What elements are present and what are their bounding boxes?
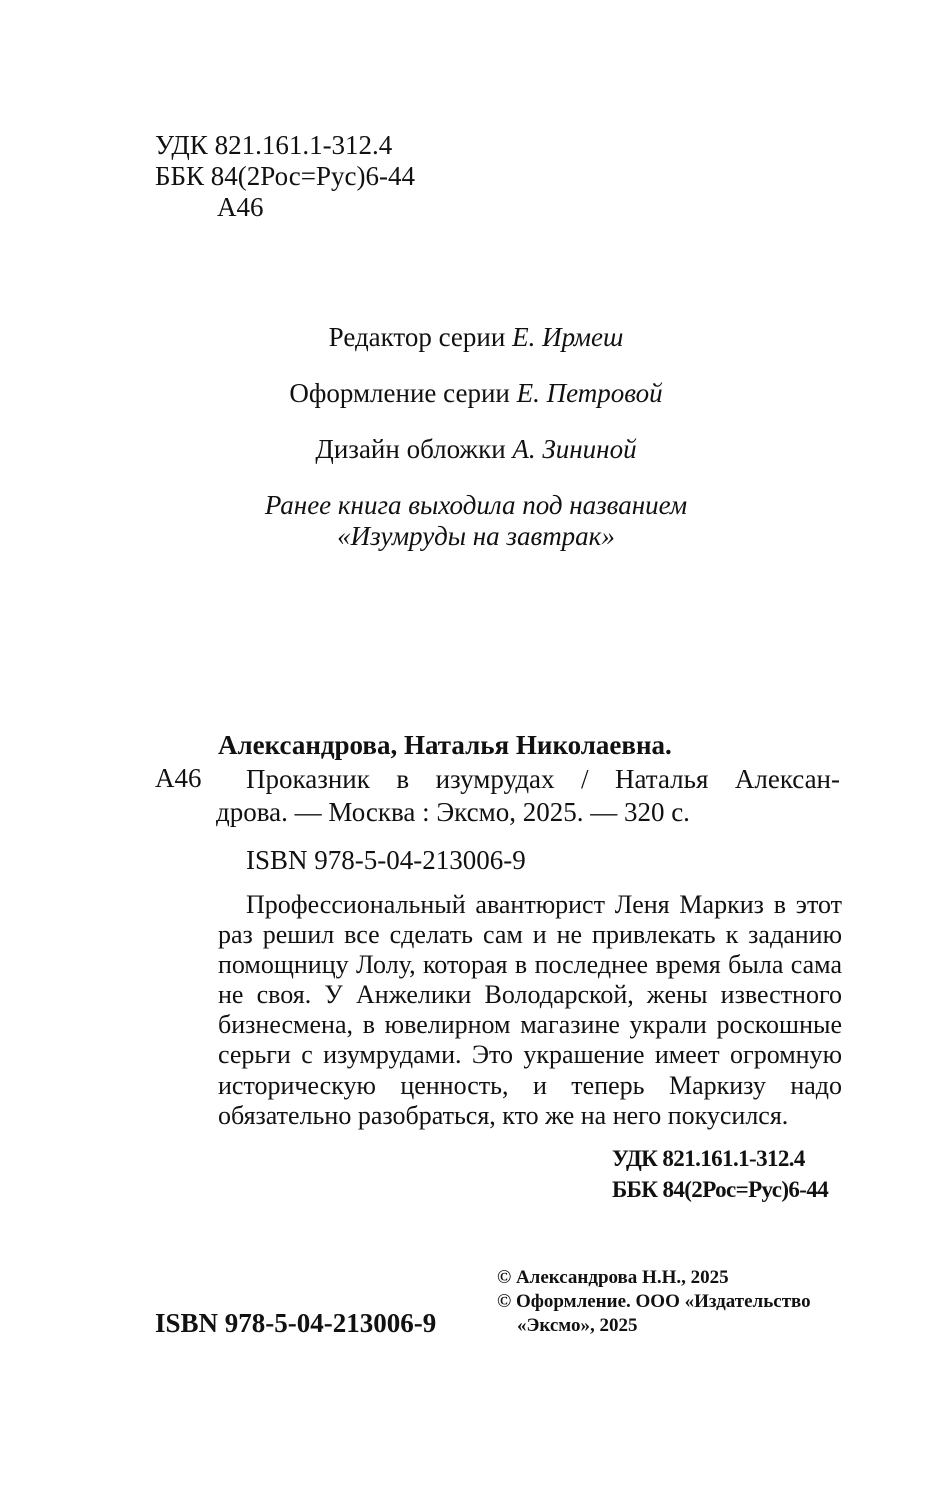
previous-title-line2: «Изумруды на завтрак» xyxy=(337,521,615,551)
series-editor-label: Редактор серии xyxy=(328,322,506,352)
copyright-author: © Александрова Н.Н., 2025 xyxy=(497,1267,729,1288)
author-heading: Александрова, Наталья Николаевна. xyxy=(218,730,672,760)
classification-block-top xyxy=(155,130,415,223)
record-isbn: ISBN 978-5-04-213006-9 xyxy=(246,845,526,875)
udk-code-bottom: УДК 821.161.1-312.4 xyxy=(612,1146,805,1171)
annotation xyxy=(218,890,842,1131)
copyright-block xyxy=(497,1266,811,1338)
previous-title-note xyxy=(0,490,952,552)
series-editor-name: Е. Ирмеш xyxy=(512,322,624,352)
bibliographic-description xyxy=(218,763,840,829)
series-design-credit xyxy=(0,378,952,409)
bbk-code-bottom: ББК 84(2Рос=Рус)6-44 xyxy=(612,1177,829,1202)
bbk-code: ББК 84(2Рос=Рус)6-44 xyxy=(155,161,415,191)
udk-code: УДК 821.161.1-312.4 xyxy=(155,130,393,160)
annotation-text: Профессиональный авантюрист Леня Маркиз в этот раз решил все сделать сам и не привлекать к заданию помощницу Лолу, которая в последнее время была сама не своя. У Анжелики Володарской, жены известного бизнесмена, в ювелирном магазине украли роскошные серьги с изумрудами. Это украшение имеет огромную историческую ценность, и теперь Маркизу надо обязательно разобраться, кто же на него покусился. xyxy=(218,890,842,1130)
series-design-label: Оформление серии xyxy=(289,378,510,408)
copyright-design: © Оформление. ООО «Издательство xyxy=(497,1291,811,1312)
previous-title-line1: Ранее книга выходила под названием xyxy=(264,490,688,520)
description-line2: дрова. — Москва : Эксмо, 2025. — 320 с. xyxy=(216,797,690,827)
series-design-name: Е. Петровой xyxy=(516,378,663,408)
record-code: А46 xyxy=(155,763,202,793)
series-editor-credit xyxy=(0,322,952,353)
author-code: А46 xyxy=(217,192,264,222)
cover-design-label: Дизайн обложки xyxy=(315,434,506,464)
cover-design-name: А. Зининой xyxy=(512,434,637,464)
copyright-design-cont: «Эксмо», 2025 xyxy=(517,1315,638,1336)
isbn-bottom: ISBN 978-5-04-213006-9 xyxy=(155,1308,437,1338)
classification-block-bottom xyxy=(612,1143,828,1205)
cover-design-credit xyxy=(0,434,952,465)
description-line1: Проказник в изумрудах / Наталья Алексан- xyxy=(246,764,840,794)
